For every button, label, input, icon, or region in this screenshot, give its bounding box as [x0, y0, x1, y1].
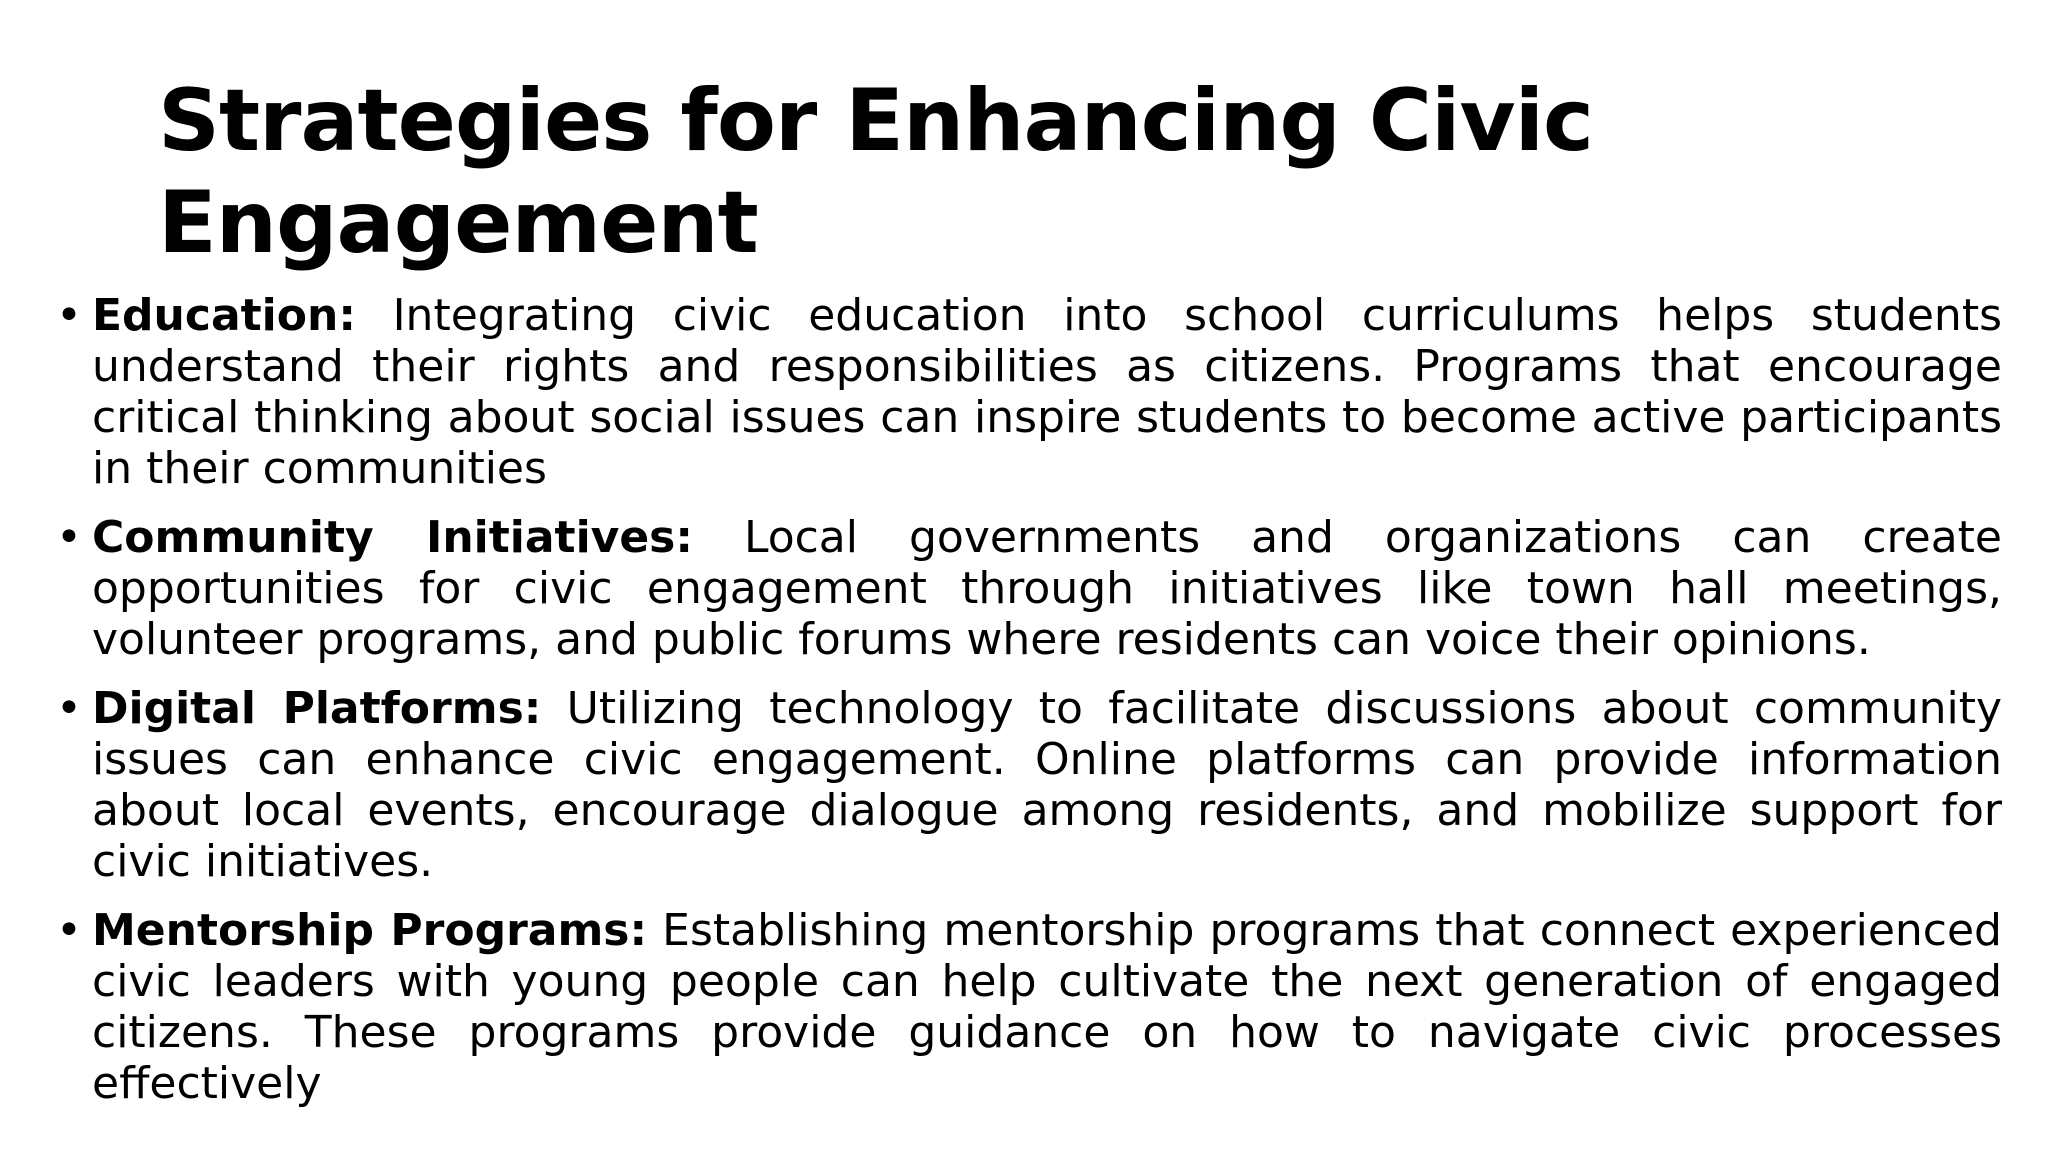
bullet-text: Establishing mentorship programs that connect experienced civic leaders with young people can help cultivate the next generation of engaged citizens. These programs provide guidance on how to navigate civic processes effectively [92, 905, 2002, 1109]
bullet-list [56, 290, 2002, 1127]
slide-title: Strategies for Enhancing Civic Engagement [158, 71, 1594, 273]
bullet-label: Mentorship Programs: [92, 905, 648, 956]
bullet-item-digital-platforms [56, 683, 2002, 887]
bullet-icon: • [56, 290, 82, 341]
bullet-icon: • [56, 683, 82, 734]
bullet-item-education [56, 290, 2002, 494]
bullet-text: Utilizing technology to facilitate discussions about community issues can enhance civic engagement. Online platforms can provide information about local events, encourage dialogue among residents, and mobilize support for civic initiatives. [92, 683, 2002, 887]
bullet-item-community-initiatives [56, 512, 2002, 665]
bullet-text: Integrating civic education into school curriculums helps students understand their rights and responsibilities as citizens. Programs that encourage critical thinking about social issues can inspire students to become active participants in their communities [92, 290, 2002, 494]
bullet-label: Digital Platforms: [92, 683, 542, 734]
bullet-icon: • [56, 512, 82, 563]
bullet-icon: • [56, 905, 82, 956]
bullet-label: Community Initiatives: [92, 512, 693, 563]
bullet-label: Education: [92, 290, 356, 341]
bullet-item-mentorship-programs [56, 905, 2002, 1109]
bullet-text: Local governments and organizations can create opportunities for civic engagement through initiatives like town hall meetings, volunteer programs, and public forums where residents can voice their opinions. [92, 512, 2002, 665]
